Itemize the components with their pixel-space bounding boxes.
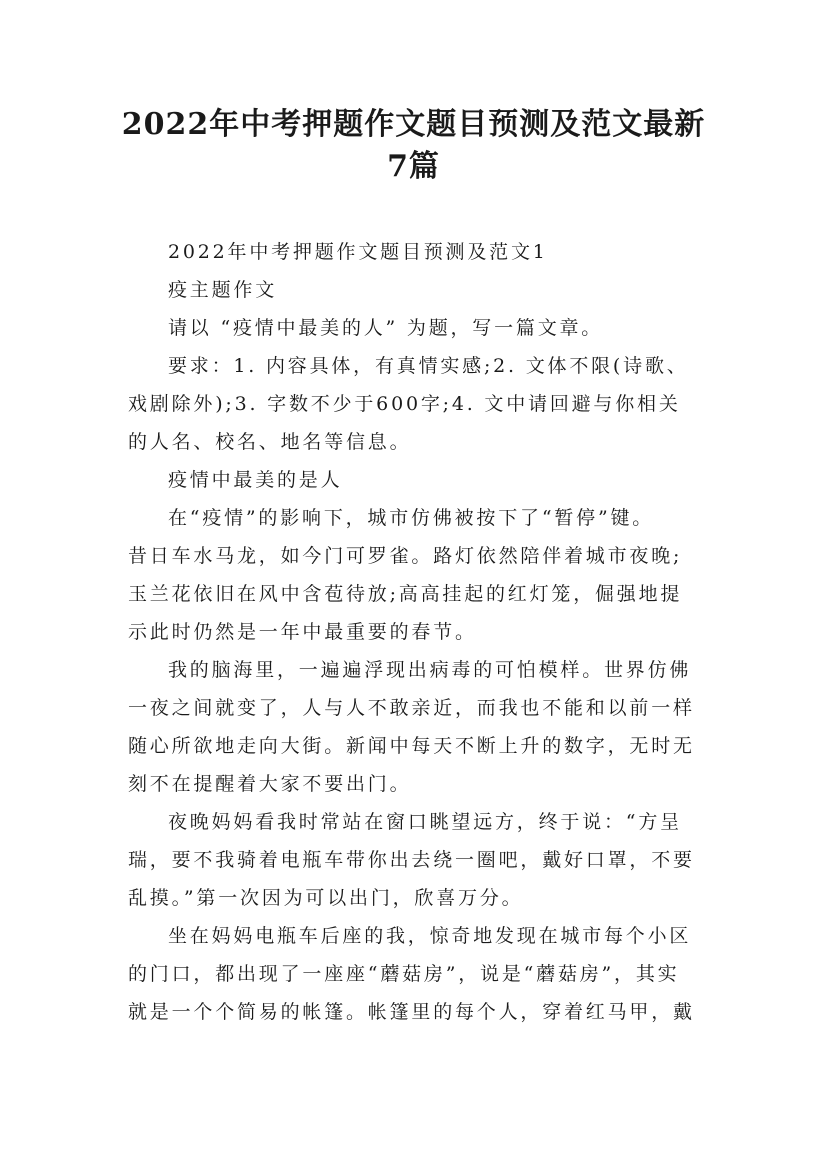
paragraph-line: 玉兰花依旧在风中含苞待放;高高挂起的红灯笼，倔强地提	[128, 583, 683, 605]
paragraph-line: 在“疫情”的影响下，城市仿佛被按下了“暂停”键。	[168, 507, 655, 529]
document-body	[128, 233, 706, 1031]
paragraph-line: 瑞，要不我骑着电瓶车带你出去绕一圈吧，戴好口罩，不要	[128, 849, 695, 871]
requirements-line: 的人名、校名、地名等信息。	[128, 431, 412, 453]
essay-title: 疫情中最美的是人	[168, 469, 343, 491]
paragraph-line: 随心所欲地走向大街。新闻中每天不断上升的数字，无时无	[128, 735, 695, 757]
paragraph-line: 乱摸。”第一次因为可以出门，欣喜万分。	[128, 887, 524, 909]
paragraph-line: 刻不在提醒着大家不要出门。	[128, 773, 412, 795]
paragraph-line: 坐在妈妈电瓶车后座的我，惊奇地发现在城市每个小区	[168, 925, 692, 947]
paragraph-line: 昔日车水马龙，如今门可罗雀。路灯依然陪伴着城市夜晚;	[128, 545, 683, 567]
paragraph-line: 一夜之间就变了，人与人不敢亲近，而我也不能和以前一样	[128, 697, 695, 719]
section-heading: 2022年中考押题作文题目预测及范文1	[168, 241, 548, 263]
requirements-line: 戏剧除外);3. 字数不少于600字;4. 文中请回避与你相关	[128, 393, 681, 415]
requirements-line: 要求：1. 内容具体，有真情实感;2. 文体不限(诗歌、	[168, 355, 689, 377]
paragraph-line: 示此时仍然是一年中最重要的春节。	[128, 621, 477, 643]
topic-label: 疫主题作文	[168, 279, 278, 301]
paragraph-line: 夜晚妈妈看我时常站在窗口眺望远方，终于说：“方呈	[168, 811, 682, 833]
paragraph-line: 就是一个个简易的帐篷。帐篷里的每个人，穿着红马甲，戴	[128, 1001, 695, 1023]
prompt-line: 请以 “疫情中最美的人” 为题，写一篇文章。	[168, 317, 604, 339]
paragraph-line: 的门口，都出现了一座座“蘑菇房”，说是“蘑菇房”，其实	[128, 963, 680, 985]
document-title-line-1: 2022年中考押题作文题目预测及范文最新	[121, 107, 706, 142]
paragraph-line: 我的脑海里，一遍遍浮现出病毒的可怕模样。世界仿佛	[168, 659, 692, 681]
document-title-line-2: 7篇	[387, 149, 440, 184]
